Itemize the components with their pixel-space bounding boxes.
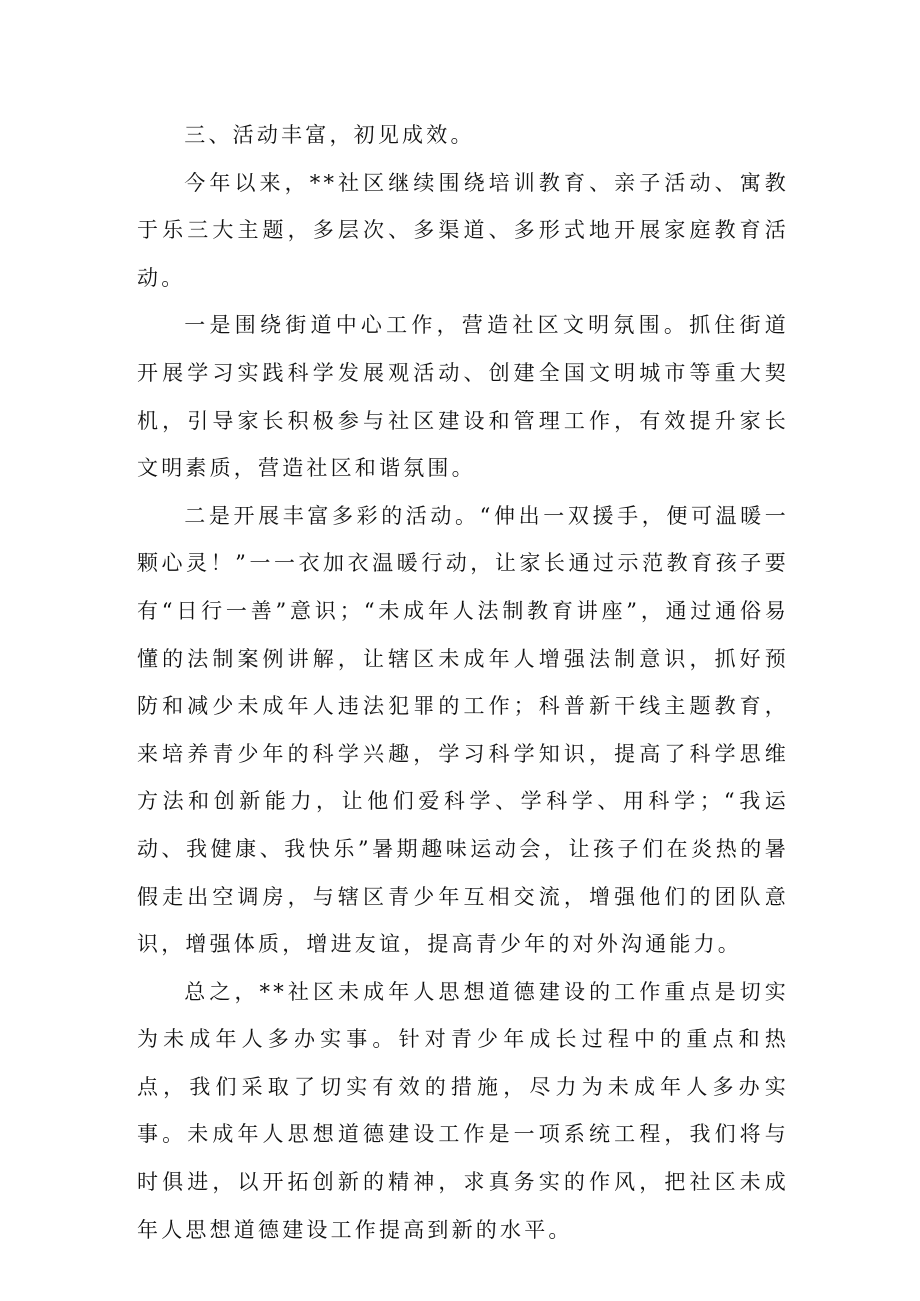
section-heading: 三、活动丰富，初见成效。 — [184, 123, 475, 147]
paragraph-conclusion: 总之，**社区未成年人思想道德建设的工作重点是切实为未成年人多办实事。针对青少年成长过程中的重点和热点，我们采取了切实有效的措施，尽力为未成年人多办实事。未成年人思想道德建设工作是一项系统工程，我们将与时俱进，以开拓创新的精神，求真务实的作风，把社区未成年人思想道德建设工作提高到新的水平。 — [137, 979, 789, 1242]
paragraph-point-two: 二是开展丰富多彩的活动。“伸出一双援手，便可温暖一颗心灵！”一一衣加衣温暖行动，让家长通过示范教育孩子要有“日行一善”意识；“未成年人法制教育讲座”，通过通俗易懂的法制案例讲解，让辖区未成年人增强法制意识，抓好预防和减少未成年人违法犯罪的工作；科普新干线主题教育，来培养青少年的科学兴趣，学习科学知识，提高了科学思维方法和创新能力，让他们爱科学、学科学、用科学；“我运动、我健康、我快乐”暑期趣味运动会，让孩子们在炎热的暑假走出空调房，与辖区青少年互相交流，增强他们的团队意识，增强体质，增进友谊，提高青少年的对外沟通能力。 — [137, 503, 789, 957]
paragraph-intro: 今年以来，**社区继续围绕培训教育、亲子活动、寓教于乐三大主题，多层次、多渠道、多形式地开展家庭教育活动。 — [137, 170, 789, 290]
document-page — [137, 112, 789, 1254]
paragraph-point-one: 一是围绕街道中心工作，营造社区文明氛围。抓住街道开展学习实践科学发展观活动、创建全国文明城市等重大契机，引导家长积极参与社区建设和管理工作，有效提升家长文明素质，营造社区和谐氛围。 — [137, 313, 789, 481]
